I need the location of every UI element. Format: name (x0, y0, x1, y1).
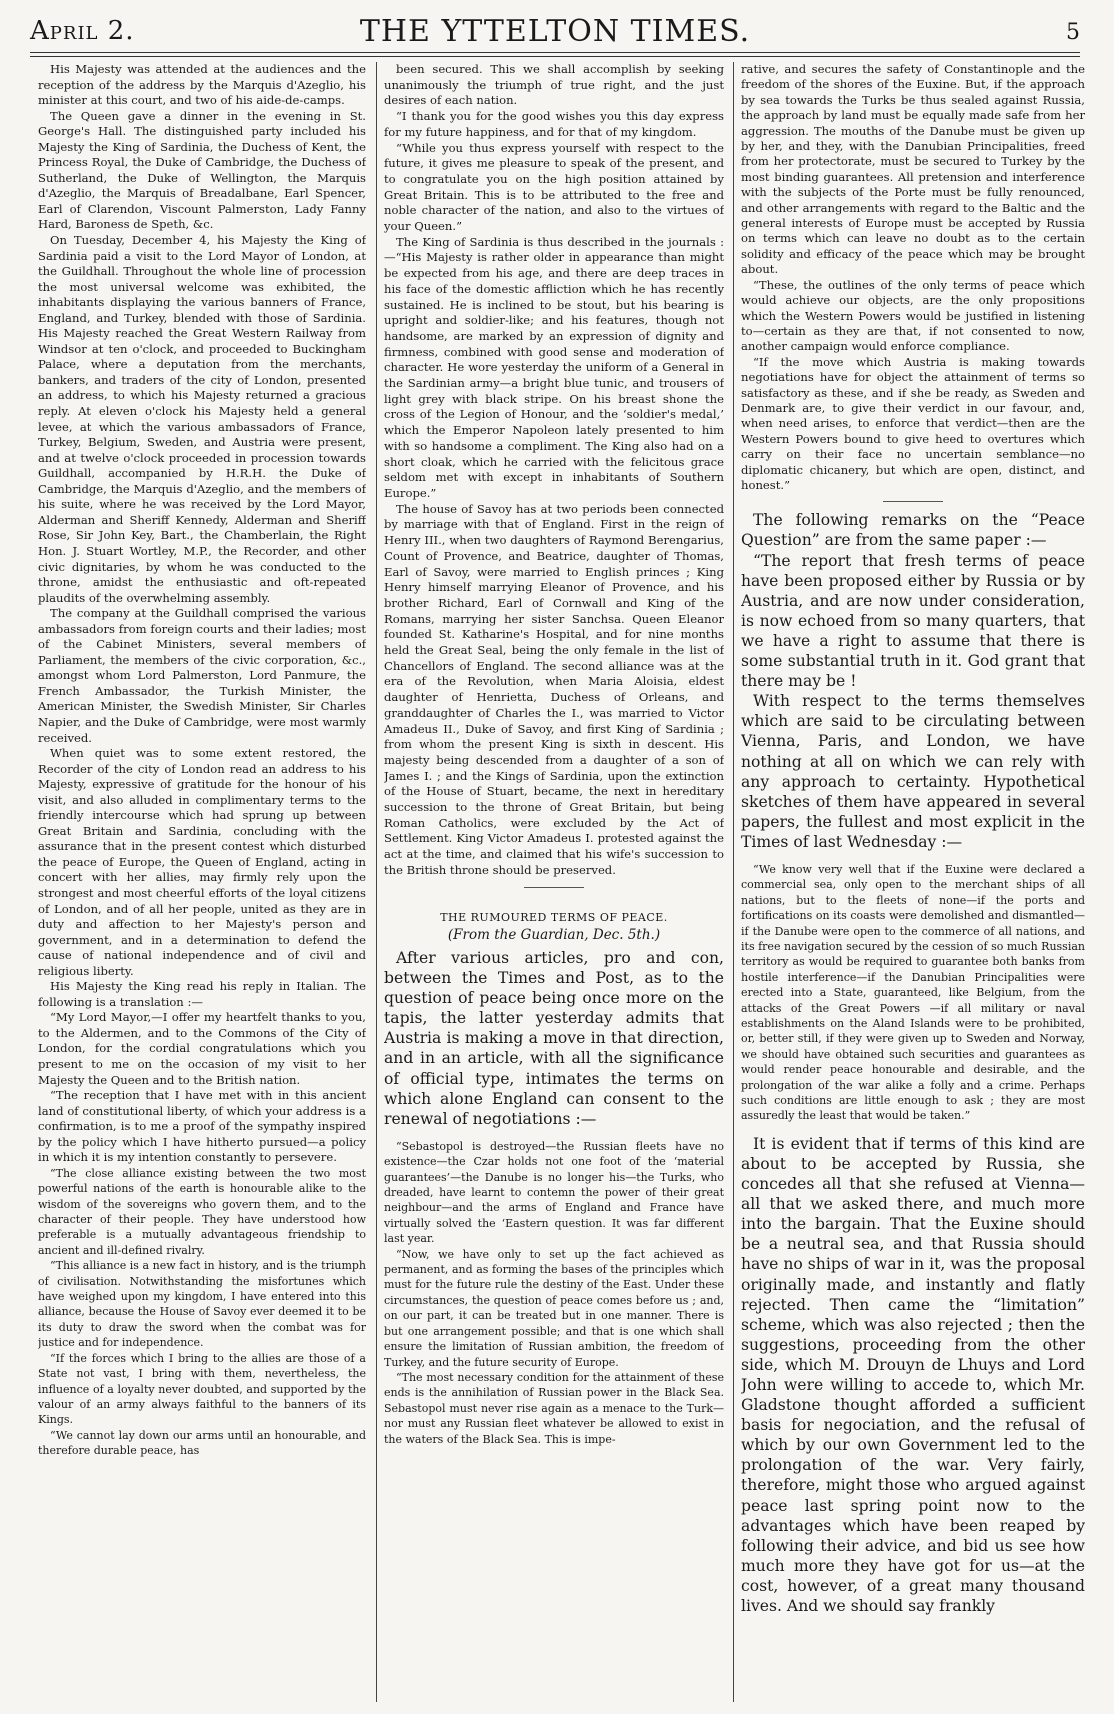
quote-paragraph: rative, and secures the safety of Constantinople and the freedom of the shores of the Euxine. But, if the approach by sea towards the Turks be thus sealed against Russia, the approach by land must be equally made safe from her aggression. The mouths of the Danube must be given up by her, and they, with the Danubian Principalities, freed from her protectorate, must be secured to Turkey by the most binding guarantees. All pretension and interference with the subjects of the Porte must be fully renounced, and other arrangements with regard to the Baltic and the general interests of Europe must be accepted by Russia on terms which can leave no doubt as to the certain solidity and efficacy of the peace which may be brought about. (741, 62, 1085, 277)
column-2 (384, 62, 724, 1702)
paragraph: “The report that fresh terms of peace have been proposed either by Russia or by Austria, and are now under consideration, is now echoed from so many quarters, that we have a right to assume that there is some substantial truth in it. God grant that there may be ! (741, 551, 1085, 691)
paragraph: “While you thus express yourself with respect to the future, it gives me pleasure to speak of the present, and to congratulate you on the high position attained by Great Britain. This is to be attributed to the free and noble character of the nation, and also to the virtues of your Queen.” (384, 140, 724, 234)
quote-paragraph: “The reception that I have met with in this ancient land of constitutional liberty, of which your address is a confirmation, is to me a proof of the sympathy inspired by the policy which I have hitherto pursued—a policy in which it is my intention constantly to persevere. (38, 1088, 366, 1165)
quote-paragraph: “The most necessary condition for the attainment of these ends is the annihilation of Russian power in the Black Sea. Sebastopol must never rise again as a menace to the Turk—nor must any Russian fleet whatever be allowed to exist in the waters of the Black Sea. This is impe- (384, 1370, 724, 1446)
section-separator (524, 887, 584, 888)
page-number: 5 (1066, 20, 1080, 45)
paragraph: It is evident that if terms of this kind are about to be accepted by Russia, she concedes all that she refused at Vienna—all that we asked there, and much more into the bargain. That the Euxine should be a neutral sea, and that Russia should have no ships of war in it, was the proposal originally made, and instantly and flatly rejected. Then came the “limitation” scheme, which was also rejected ; then the suggestions, proceeding from the other side, which M. Drouyn de Lhuys and Lord John were willing to accede to, which Mr. Gladstone thought afforded a sufficient basis for negociation, and the refusal of which by our own Government led to the prolongation of the war. Very fairly, therefore, might those who argued against peace last spring point now to the advantages which have been reaped by following their advice, and bid us see how much more they have got for us—at the cost, however, of a great many thousand lives. And we should say frankly (741, 1134, 1085, 1616)
column-1 (38, 62, 366, 1702)
paragraph: His Majesty the King read his reply in Italian. The following is a translation :— (38, 979, 366, 1009)
column-divider (733, 62, 734, 1702)
paragraph: The house of Savoy has at two periods been connected by marriage with that of England. First in the reign of Henry III., when two daughters of Raymond Berengarius, Count of Provence, and Beatrice, daughter of Thomas, Earl of Savoy, were married to English princes ; King Henry himself marrying Eleanor of Provence, and his brother Richard, Earl of Cornwall and King of the Romans, marrying her sister Sanchsa. Queen Eleanor founded St. Katharine's Hospital, and for nine months held the Great Seal, being the only female in the list of Chancellors of England. The second alliance was at the era of the Revolution, when Maria Aloisia, eldest daughter of Henrietta, Duchess of Orleans, and granddaughter of Charles the I., was married to Victor Amadeus II., Duke of Savoy, and first King of Sardinia ; from whom the present King is sixth in descent. His majesty being descended from a daughter of a son of James I. ; and the Kings of Sardinia, upon the extinction of the House of Stuart, became, the next in hereditary succession to the throne of Great Britain, but being Roman Catholics, were excluded by the Act of Settlement. King Victor Amadeus I. protested against the act at the time, and claimed that his wife's succession to the British throne should be preserved. (384, 501, 724, 877)
article-intro: After various articles, pro and con, between the Times and Post, as to the question of peace being once more on the tapis, the latter yesterday admits that Austria is making a move in that direction, and in an article, with all the significance of official type, intimates the terms on which alone England can consent to the renewal of negotiations :— (384, 948, 724, 1128)
quote-paragraph: “The close alliance existing between the two most powerful nations of the earth is honourable alike to the wisdom of the sovereigns who govern them, and to the character of their people. They have understood how preferable is a mutually advantageous friendship to ancient and ill-defined rivalry. (38, 1166, 366, 1257)
quote-paragraph: “We cannot lay down our arms until an honourable, and therefore durable peace, has (38, 1428, 366, 1458)
paragraph: When quiet was to some extent restored, the Recorder of the city of London read an address to his Majesty, expressive of gratitude for the honour of his visit, and also alluded in complimentary terms to the friendly intercourse which had sprung up between Great Britain and Sardinia, concluding with the assurance that in the present contest which disturbed the peace of Europe, the Queen of England, acting in concert with her allies, may firmly rely upon the strongest and most cheerful efforts of the loyal citizens of London, and of all her people, united as they are in duty and affection to her Majesty's person and government, and in a determination to defend the cause of national independence and of civil and religious liberty. (38, 746, 366, 978)
quote-paragraph: “These, the outlines of the only terms of peace which would achieve our objects, are the only propositions which the Western Powers would be justified in listening to—certain as they are that, if not consented to now, another campaign would enforce compliance. (741, 277, 1085, 354)
newspaper-title: THE YTTELTON TIMES. (359, 14, 751, 49)
masthead (30, 14, 1080, 48)
quote-paragraph: “If the move which Austria is making towards negotiations have for object the attainment of terms so satisfactory as these, and if she be ready, as Sweden and Denmark are, to give their verdict in our favour, and, when need arises, to enforce that verdict—then are the Western Powers bound to give heed to overtures which carry on their face no uncertain semblance—no diplomatic chicanery, but which are open, distinct, and honest.” (741, 354, 1085, 492)
paragraph: The following remarks on the “Peace Question” are from the same paper :— (741, 511, 1085, 550)
paragraph: With respect to the terms themselves which are said to be circulating between Vienna, Paris, and London, we have nothing at all on which we can rely with any approach to certainty. Hypothetical sketches of them have appeared in several papers, the fullest and most explicit in the Times of last Wednesday :— (741, 692, 1085, 851)
article-heading: THE RUMOURED TERMS OF PEACE. (440, 910, 668, 924)
section-separator (883, 501, 943, 502)
quote-paragraph: “If the forces which I bring to the allies are those of a State not vast, I bring with them, nevertheless, the influence of a loyalty never doubted, and supported by the valour of an army always faithful to the banners of its Kings. (38, 1351, 366, 1427)
quote-paragraph: “Now, we have only to set up the fact achieved as permanent, and as forming the bases of the principles which must for the future rule the destiny of the East. Under these circumstances, the question of peace comes before us ; and, on our part, it can be treated but in one manner. There is but one arrangement possible; and that is one which shall ensure the limitation of Russian ambition, the freedom of Turkey, and the future security of Europe. (384, 1247, 724, 1369)
column-divider (376, 62, 377, 1702)
issue-date: April 2. (30, 16, 135, 46)
quote-paragraph: “Sebastopol is destroyed—the Russian fleets have no existence—the Czar holds not one foot of the ‘material guarantees’—the Danube is no longer his—the Turks, who dreaded, have learnt to contemn the power of their great neighbour—and the arms of England and France have virtually solved the ‘Eastern question. It was far different last year. (384, 1139, 724, 1246)
paragraph: The Queen gave a dinner in the evening in St. George's Hall. The distinguished party included his Majesty the King of Sardinia, the Duchess of Kent, the Princess Royal, the Duke of Cambridge, the Duchess of Sutherland, the Duke of Wellington, the Marquis d'Azeglio, the Marquis of Breadalbane, Earl Spencer, Earl of Clarendon, Viscount Palmerston, Lady Fanny Hard, Baroness de Speth, &c. (38, 108, 366, 232)
article-source: (From the Guardian, Dec. 5th.) (447, 927, 661, 944)
paragraph: His Majesty was attended at the audiences and the reception of the address by the Marquis d'Azeglio, his minister at this court, and two of his aide-de-camps. (38, 62, 366, 108)
column-3 (741, 62, 1085, 1702)
quote-paragraph: “This alliance is a new fact in history, and is the triumph of civilisation. Notwithstanding the misfortunes which have weighed upon my kingdom, I have entered into this alliance, because the House of Savoy ever deemed it to be its duty to draw the sword when the combat was for justice and for independence. (38, 1259, 366, 1350)
masthead-rule (30, 52, 1080, 53)
paragraph: The King of Sardinia is thus described in the journals :—“His Majesty is rather older in appearance than might be expected from his age, and there are deep traces in his face of the domestic affliction which he has recently sustained. He is inclined to be stout, but his bearing is upright and soldier-like; and his features, though not handsome, are marked by an expression of dignity and firmness, combined with good sense and moderation of character. He wore yesterday the uniform of a General in the Sardinian army—a bright blue tunic, and trousers of light grey with black stripe. On his breast shone the cross of the Legion of Honour, and the ‘soldier's medal,’ which the Emperor Napoleon lately presented to him with so handsome a compliment. The King also had on a short cloak, which he carried with the felicitous grace seldom met with except in inhabitants of Southern Europe.” (384, 234, 724, 500)
masthead-rule-double (30, 56, 1080, 57)
paragraph: “I thank you for the good wishes you this day express for my future happiness, and for that of my kingdom. (384, 109, 724, 139)
quote-paragraph: “My Lord Mayor,—I offer my heartfelt thanks to you, to the Aldermen, and to the Commons of the City of London, for the cordial congratulations which you present to me on the occasion of my visit to her Majesty the Queen and to the British nation. (38, 1010, 366, 1087)
paragraph: been secured. This we shall accomplish by seeking unanimously the triumph of true right, and the just desires of each nation. (384, 62, 724, 108)
paragraph: On Tuesday, December 4, his Majesty the King of Sardinia paid a visit to the Lord Mayor of London, at the Guildhall. Throughout the whole line of procession the most universal welcome was exhibited, the inhabitants displaying the various banners of France, England, and Turkey, blended with those of Sardinia. His Majesty reached the Great Western Railway from Windsor at ten o'clock, and proceeded to Buckingham Palace, where a deputation from the merchants, bankers, and traders of the city of London, presented an address, to which his Majesty returned a gracious reply. At eleven o'clock his Majesty held a general levee, at which the various ambassadors of France, Turkey, Belgium, Sweden, and Austria were present, and at twelve o'clock proceeded in procession towards Guildhall, accompanied by H.R.H. the Duke of Cambridge, the Marquis d'Azeglio, and the members of his suite, where he was received by the Lord Mayor, Alderman and Sheriff Kennedy, Alderman and Sheriff Rose, Sir John Key, Bart., the Chamberlain, the Right Hon. J. Stuart Wortley, M.P., the Recorder, and other civic dignitaries, by whom he was conducted to the throne, amidst the enthusiastic and oft-repeated plaudits of the overwhelming assembly. (38, 233, 366, 605)
quote-paragraph: “We know very well that if the Euxine were declared a commercial sea, only open to the merchant ships of all nations, but to the fleets of none—if the ports and fortifications on its coasts were demolished and dismantled—if the Danube were open to the commerce of all nations, and its free navigation secured by the cession of so much Russian territory as would be required to guarantee both banks from hostile interference—if the Danubian Principalities were erected into a State, guaranteed, like Belgium, from the attacks of the Great Powers —if all military or naval establishments on the Aland Islands were to be prohibited, or, better still, if they were given up to Sweden and Norway, we should have obtained such securities and guarantees as would render peace honourable and desirable, and the prolongation of the war alike a folly and a crime. Perhaps such conditions are little enough to ask ; they are most assuredly the least that would be taken.” (741, 862, 1085, 1123)
paragraph: The company at the Guildhall comprised the various ambassadors from foreign courts and their ladies; most of the Cabinet Ministers, several members of Parliament, the members of the civic corporation, &c., amongst whom Lord Palmerston, Lord Panmure, the French Ambassador, the Turkish Minister, the American Minister, the Swedish Minister, Sir Charles Napier, and the Duke of Cambridge, were most warmly received. (38, 606, 366, 745)
